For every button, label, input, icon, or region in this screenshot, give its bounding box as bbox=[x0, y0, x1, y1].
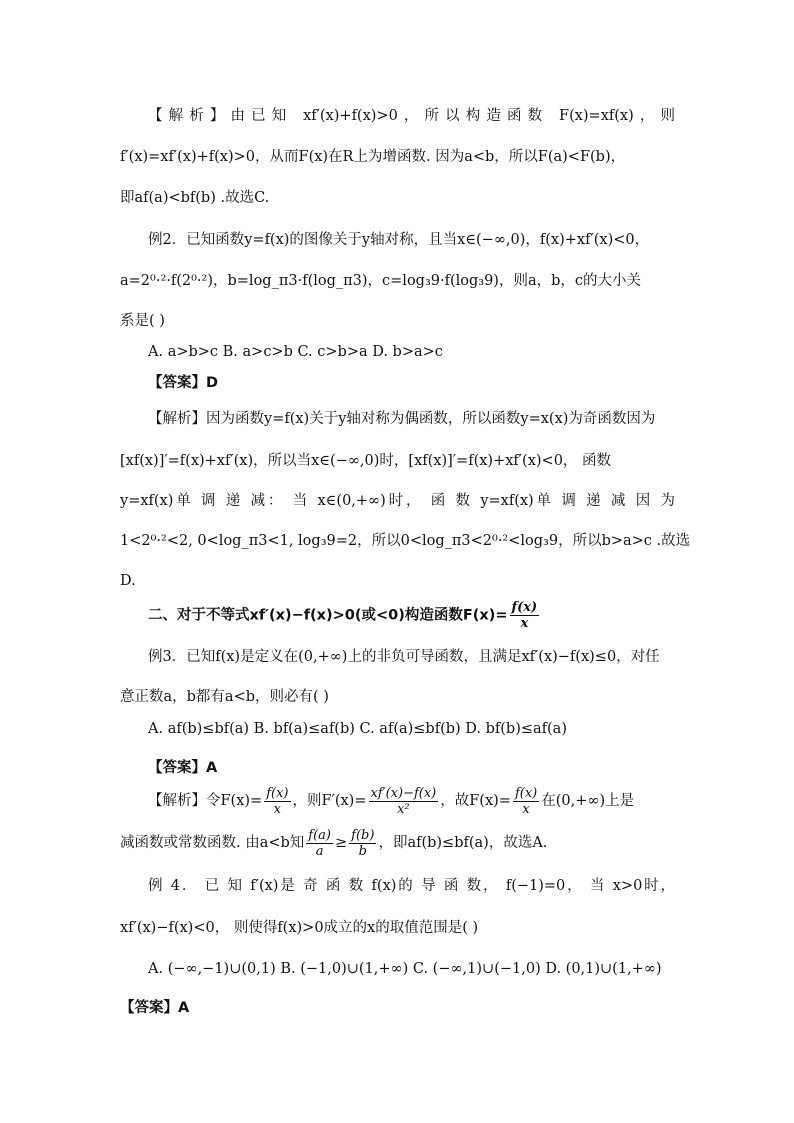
solution-3-text-f: 减函数或常数函数. 由a<b知 bbox=[120, 835, 305, 851]
fraction-numerator: f(x) bbox=[514, 785, 538, 801]
fraction-denominator: a bbox=[315, 843, 324, 859]
section-heading bbox=[148, 600, 675, 631]
solution-3-text-g: ≥ bbox=[335, 835, 348, 851]
example-2-options: A. a>b>c B. a>c>b C. c>b>a D. b>a>c bbox=[148, 344, 443, 360]
fraction-1 bbox=[264, 786, 290, 817]
example-2-line-2: a=2⁰·²·f(2⁰·²)，b=log_π3·f(log_π3)，c=log₃9·f(log₃9)，则a，b，c的大小关 bbox=[120, 273, 642, 289]
fraction-4 bbox=[306, 828, 333, 859]
example-4-answer: 【答案】A bbox=[120, 1000, 190, 1016]
solution-2-line-5: D. bbox=[120, 573, 136, 589]
fraction-denominator: b bbox=[358, 843, 367, 859]
solution-1-line-3: 即af(a)<bf(b) .故选C. bbox=[120, 190, 270, 206]
solution-3-text-b: ，则F′(x)= bbox=[292, 793, 367, 809]
example-2-line-3: 系是( ) bbox=[120, 313, 165, 329]
solution-3-text-c: ，故F(x)= bbox=[440, 793, 511, 809]
solution-3-line-2 bbox=[120, 826, 675, 860]
fraction-numerator: f(x) bbox=[511, 600, 538, 615]
fraction-denominator: x bbox=[273, 801, 282, 817]
example-4-line-2: xf′(x)−f(x)<0， 则使得f(x)>0成立的x的取值范围是( ) bbox=[120, 920, 479, 936]
fraction-f-over-x bbox=[510, 600, 540, 631]
fraction-2 bbox=[369, 786, 439, 817]
example-3-line-2: 意正数a，b都有a<b，则必有( ) bbox=[120, 689, 329, 705]
solution-2-line-1: 【解析】因为函数y=f(x)关于y轴对称为偶函数，所以函数y=x(x)为奇函数因为 bbox=[148, 411, 656, 427]
fraction-numerator: f(x) bbox=[266, 785, 289, 801]
solution-2-line-2: [xf(x)]′=f(x)+xf′(x)，所以当x∈(−∞,0)时，[xf(x)]′=f(x)+xf′(x)<0， 函数 bbox=[120, 453, 612, 469]
example-2-answer: 【答案】D bbox=[148, 375, 219, 391]
fraction-denominator: x bbox=[520, 616, 529, 631]
fraction-numerator: xf′(x)−f(x) bbox=[370, 785, 437, 801]
fraction-3 bbox=[513, 786, 539, 817]
fraction-numerator: f(b) bbox=[351, 827, 375, 843]
fraction-numerator: f(a) bbox=[308, 827, 332, 843]
solution-3-text-e: 在(0,+∞)上是 bbox=[541, 793, 635, 809]
solution-3-text-h: ，即af(b)≤bf(a)，故选A. bbox=[378, 835, 548, 851]
section-heading-text: 二、对于不等式xf′(x)−f(x)>0(或<0)构造函数F(x)= bbox=[148, 607, 508, 624]
solution-2-line-4: 1<2⁰·²<2, 0<log_π3<1, log₃9=2，所以0<log_π3<2⁰·²<log₃9，所以b>a>c .故选 bbox=[120, 533, 691, 549]
example-2-line-1: 例2．已知函数y=f(x)的图像关于y轴对称，且当x∈(−∞,0)，f(x)+xf′(x)<0， bbox=[148, 232, 650, 248]
example-3-options: A. af(b)≤bf(a) B. bf(a)≤af(b) C. af(a)≤bf(b) D. bf(b)≤af(a) bbox=[148, 721, 567, 737]
solution-2-line-3: y=xf(x)单 调 递 减： 当 x∈(0,+∞)时， 函 数 y=xf(x)单 调 递 减 因 为 bbox=[120, 493, 675, 509]
example-3-line-1: 例3．已知f(x)是定义在(0,+∞)上的非负可导函数，且满足xf′(x)−f(x)≤0，对任 bbox=[148, 649, 660, 665]
solution-3-line-1 bbox=[148, 784, 675, 818]
solution-3-text-a: 【解析】令F(x)= bbox=[148, 793, 263, 809]
fraction-denominator: x² bbox=[397, 801, 410, 817]
solution-1-line-1: 【解析】由已知 xf′(x)+f(x)>0，所以构造函数 F(x)=xf(x)，则 bbox=[148, 108, 675, 124]
fraction-5 bbox=[349, 828, 376, 859]
fraction-denominator: x bbox=[522, 801, 530, 817]
solution-1-line-2: f′(x)=xf′(x)+f(x)>0，从而F(x)在R上为增函数. 因为a<b，所以F(a)<F(b)， bbox=[120, 149, 626, 165]
example-4-line-1: 例 4． 已 知 f′(x)是 奇 函 数 f(x)的 导 函 数， f(−1)=0， 当 x>0时， bbox=[148, 878, 675, 894]
example-3-answer: 【答案】A bbox=[148, 760, 218, 776]
example-4-options: A. (−∞,−1)∪(0,1) B. (−1,0)∪(1,+∞) C. (−∞,1)∪(−1,0) D. (0,1)∪(1,+∞) bbox=[148, 961, 662, 977]
